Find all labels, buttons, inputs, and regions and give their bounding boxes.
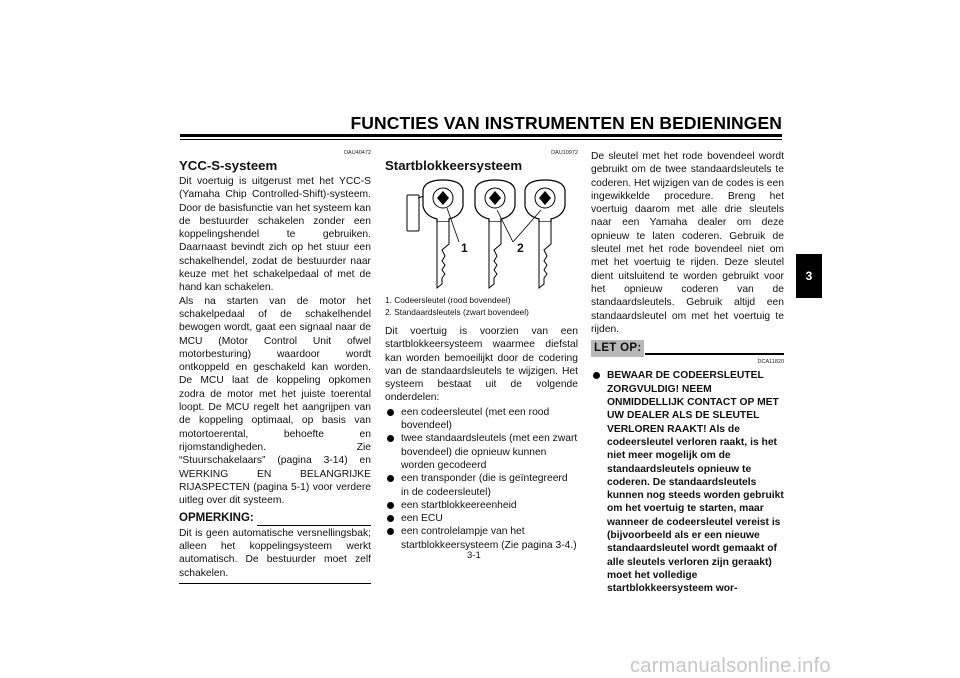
chapter-tab: 3 (796, 254, 822, 298)
component-list (385, 406, 578, 552)
transponder-tag (407, 195, 419, 231)
watermark: carmanualsonline.info (630, 655, 831, 677)
caption: 1. Codeersleutel (rood bovendeel) (385, 295, 511, 305)
section-code: DAU40472 (344, 150, 371, 156)
list-item: een startblokkeereenheid (385, 499, 578, 512)
bullet-icon (387, 502, 394, 509)
paragraph: De sleutel met het rode bovendeel wordt gebruikt om de twee standaardsleutels te coderen. Het wijzigen van de codes is een ingewikkelde procedure. Breng het voertuig daarom met alle drie sleutels naar een Yamaha dealer om deze opnieuw te laten coderen. Gebruik de sleutel met het rode bovendeel niet om met het voertuig te rijden. Deze sleutel dient uitsluitend te worden gebruikt voor het opnieuw coderen van de standaardsleutels. Gebruik altijd een standaardsleutel om met het voertuig te rijden. (591, 151, 784, 335)
list-item: BEWAAR DE CODEERSLEUTEL ZORGVULDIG! NEEM ONMIDDELLIJK CONTACT OP MET UW DEALER ALS DE SLEUTEL VERLOREN RAAKT! Als de codeersleutel verloren raakt, is het niet meer mogelijk om de standaardsleutels opnieuw te coderen. De standaardsleutels kunnen nog steeds worden gebruikt om het voertuig te starten, maar wanneer de codeersleutel vereist is (bijvoorbeeld als er een nieuwe standaardsleutel wordt gemaakt of alle sleutels verloren zijn geraakt) moet het volledige startblokkeersysteem wor- (591, 369, 784, 595)
note-rule (257, 525, 371, 526)
right-column (591, 150, 784, 596)
middle-column (385, 150, 578, 552)
bullet-icon (387, 475, 394, 482)
caution-code: DCA11820 (757, 359, 784, 366)
section-code: DAU10972 (551, 150, 578, 156)
standard-key-icon (525, 180, 565, 288)
caution-heading (591, 340, 784, 357)
list-item: een codeersleutel (met een rood bovendeel) (385, 406, 578, 433)
list-item: twee standaardsleutels (met een zwart bovendeel) die opnieuw kunnen worden gecodeerd (385, 432, 578, 472)
figure-label-1: 1 (461, 241, 468, 255)
note-text: Dit is geen automatische versnellingsbak; alleen het koppelingsysteem werkt automatisch. De bestuurder moet zelf schakelen. (179, 527, 371, 579)
bullet-icon (387, 409, 394, 416)
paragraph: Dit voertuig is uitgerust met het YCC-S (Yamaha Chip Controlled-Shift)-systeem. Door de basisfunctie van het systeem kan de bestuurder schakelen zonder een koppelingshendel te gebruiken. Daarnaast bevindt zich op het stuur een schakelhendel, zodat de bestuurder naar keuze met het schakelpedaal of met de hand kan schakelen. (179, 176, 371, 294)
bullet-icon (387, 528, 394, 535)
caution-rule (645, 353, 784, 355)
paragraph: Dit voertuig is voorzien van een startblokkeersysteem waarmee diefstal kan worden bemoeilijkt door de codering van de standaardsleutels te wijzigen. Het systeem bestaat uit de volgende onderdelen: (385, 326, 578, 404)
keys-illustration (385, 178, 578, 291)
header-rule (180, 134, 782, 137)
left-column (179, 150, 371, 584)
bullet-icon (387, 515, 394, 522)
caption: 2. Standaardsleutels (zwart bovendeel) (385, 307, 529, 317)
bullet-icon (593, 372, 600, 379)
bullet-icon (387, 435, 394, 442)
list-item: een ECU (385, 512, 578, 525)
coding-key-icon (423, 180, 463, 288)
paragraph: Als na starten van de motor het schakelpedaal of de schakelhendel bewogen wordt, gaat een signaal naar de MCU (Motor Control Unit ofwel motorbesturing) waardoor wordt ontkoppeld en geschakeld kan worden. De MCU laat de koppeling opkomen zodra de motor met het juiste toerental loopt. De MCU regelt het aangrijpen van de koppeling optimaal, op basis van motortoerental, behoefte en rijomstandigheden. Zie “Stuurschakelaars” (pagina 3-14) en WERKING EN BELANGRIJKE RIJASPECTEN (pagina 5-1) voor verdere uitleg over dit systeem. (179, 295, 371, 507)
section-heading-ycc-s: YCC-S-systeem (179, 158, 278, 173)
note-heading (179, 512, 371, 525)
header-rule-thin (180, 139, 782, 140)
section-heading-startblokkeer: Startblokkeersysteem (385, 158, 523, 173)
keys-drawing (385, 178, 578, 291)
note-end-rule (179, 583, 371, 584)
list-item: een controlelampje van het startblokkeersysteem (Zie pagina 3-4.) (385, 525, 578, 552)
caution-list (591, 369, 784, 595)
page-number: 3-1 (467, 550, 481, 561)
figure-captions (385, 294, 578, 318)
note-label: OPMERKING: (179, 512, 254, 525)
list-item: een transponder (die is geïntegreerd in de codeersleutel) (385, 472, 578, 499)
page-header-title: FUNCTIES VAN INSTRUMENTEN EN BEDIENINGEN (350, 113, 782, 133)
figure-label-2: 2 (517, 241, 524, 255)
caution-label: LET OP: (591, 340, 644, 357)
